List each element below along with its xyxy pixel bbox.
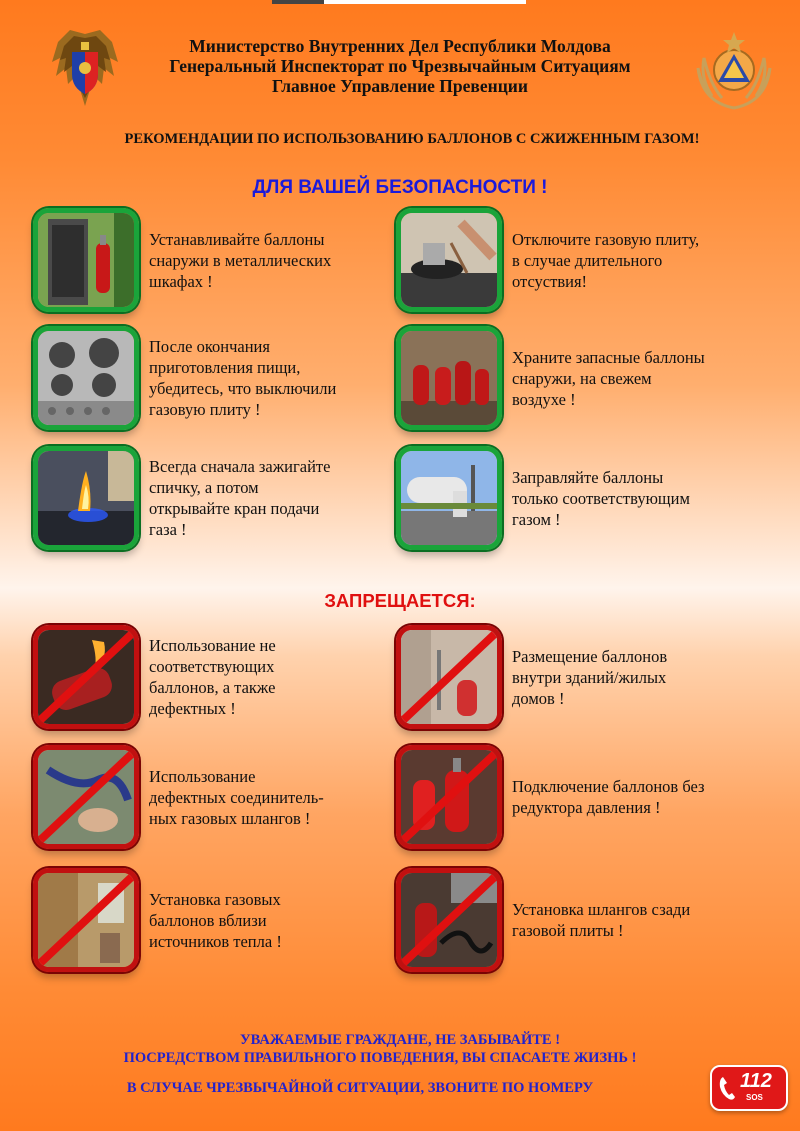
safety-item	[396, 208, 699, 312]
defective-hose-prohibited-icon	[33, 745, 139, 849]
safety-item-text: Храните запасные баллоны снаружи, на свежем воздухе !	[512, 347, 705, 409]
forbidden-item	[33, 868, 282, 972]
header-line-3: Главное Управление Превенции	[272, 76, 528, 96]
footer-line-2: ПОСРЕДСТВОМ ПРАВИЛЬНОГО ПОВЕДЕНИЯ, ВЫ СПАСАЕТЕ ЖИЗНЬ !	[123, 1050, 637, 1066]
moldova-coat-of-arms-icon	[50, 28, 120, 110]
safety-item	[33, 446, 330, 550]
indoor-cylinder-prohibited-icon	[396, 625, 502, 729]
gas-station-photo-icon	[396, 446, 502, 550]
safety-item-text: После окончания приготовления пищи, убедитесь, что выключили газовую плиту !	[149, 337, 337, 419]
forbidden-item-text: Установка шлангов сзади газовой плиты !	[512, 900, 691, 940]
phone-icon	[719, 1075, 739, 1101]
spare-cylinders-photo-icon	[396, 326, 502, 430]
safety-item-text: Устанавливайте баллоны снаружи в металлических шкафах !	[149, 229, 332, 291]
lit-burner-photo-icon	[33, 446, 139, 550]
forbidden-item	[33, 745, 324, 849]
no-regulator-prohibited-icon	[396, 745, 502, 849]
page-subtitle: РЕКОМЕНДАЦИИ ПО ИСПОЛЬЗОВАНИЮ БАЛЛОНОВ С СЖИЖЕННЫМ ГАЗОМ!	[124, 131, 700, 147]
emergency-number: 112	[740, 1070, 772, 1092]
forbidden-item-text: Размещение баллонов внутри зданий/жилых домов !	[512, 646, 668, 708]
forbidden-section-title: ЗАПРЕЩАЕТСЯ:	[324, 590, 476, 611]
gas-cabinet-photo-icon	[33, 208, 139, 312]
header-line-1: Министерство Внутренних Дел Республики Молдова	[189, 36, 611, 56]
cooking-stove-photo-icon	[396, 208, 502, 312]
sos-label: SOS	[746, 1093, 763, 1102]
top-dark-bar	[272, 0, 324, 4]
forbidden-item	[396, 868, 690, 972]
safety-item	[396, 446, 690, 550]
ministry-header	[120, 36, 680, 96]
safety-item	[33, 326, 336, 430]
defective-cylinder-prohibited-icon	[33, 625, 139, 729]
forbidden-item-text: Подключение баллонов без редуктора давления !	[512, 777, 705, 817]
footer-line-1: УВАЖАЕМЫЕ ГРАЖДАНЕ, НЕ ЗАБЫВАЙТЕ !	[239, 1032, 561, 1048]
emergency-service-emblem-icon	[692, 28, 776, 114]
safety-item-text: Всегда сначала зажигайте спичку, а потом открывайте кран подачи газа !	[149, 457, 331, 539]
footer-line-3: В СЛУЧАЕ ЧРЕЗВЫЧАЙНОЙ СИТУАЦИИ, ЗВОНИТЕ ПО НОМЕРУ	[126, 1080, 594, 1096]
gas-stove-top-photo-icon	[33, 326, 139, 430]
forbidden-item	[396, 625, 667, 729]
forbidden-item	[33, 625, 276, 729]
heat-source-prohibited-icon	[33, 868, 139, 972]
hose-behind-stove-prohibited-icon	[396, 868, 502, 972]
forbidden-item-text: Использование дефектных соединитель- ных газовых шлангов !	[149, 766, 324, 828]
safety-section-title: ДЛЯ ВАШЕЙ БЕЗОПАСНОСТИ !	[252, 177, 548, 198]
forbidden-item-text: Установка газовых баллонов вблизи источников тепла !	[149, 889, 282, 951]
forbidden-item-text: Использование не соответствующих баллонов, а также дефектных !	[149, 636, 276, 718]
safety-item	[33, 208, 331, 312]
safety-item-text: Отключите газовую плиту, в случае длительного отсуствия!	[512, 229, 700, 291]
header-line-2: Генеральный Инспекторат по Чрезвычайным Ситуациям	[169, 56, 631, 76]
emergency-112-badge	[710, 1065, 788, 1111]
safety-item	[396, 326, 705, 430]
forbidden-item	[396, 745, 705, 849]
safety-item-text: Заправляйте баллоны только соответствующим газом !	[512, 467, 690, 529]
